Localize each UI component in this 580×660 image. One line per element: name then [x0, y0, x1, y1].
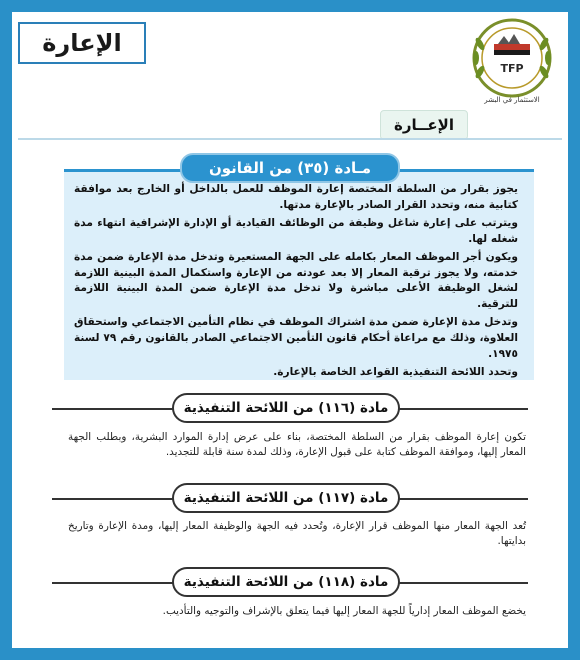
regulation-text: يخضع الموظف المعار إدارياً للجهة المعار إليها فيما يتعلق بالإشراف والتوجيه والتأديب. — [162, 605, 526, 617]
regulation-text: تكون إعارة الموظف بقرار من السلطة المختصة، بناء على عرض إدارة الموارد البشرية، وبطلب الجهة المعار إليها، وموافقة الموظف كتابة على قبول الإعارة، وذلك لمدة سنة قابلة للتجديد. — [68, 431, 526, 458]
regulation-text: تُعد الجهة المعار منها الموظف قرار الإعارة، وتُحدد فيه الجهة والوظيفة المعار إليها، ومدة الإعارة وتاريخ بدايتها. — [68, 520, 526, 547]
document-page — [12, 12, 568, 648]
logo-caption: الاستثمار في البشر — [484, 96, 540, 104]
article-paragraph: يجوز بقرار من السلطة المختصة إعارة الموظف للعمل بالداخل أو الخارج بعد موافقة كتابية منه، وتحدد القرار الصادر بالإعارة مدتها. — [74, 183, 518, 211]
article-paragraph: وتدخل مدة الإعارة ضمن مدة اشتراك الموظف في نظام التأمين الاجتماعي واستحقاق العلاوة، وذلك مع مراعاة أحكام قانون التأمين الاجتماعي الصادر بالقانون رقم ٧٩ لسنة ١٩٧٥. — [74, 316, 518, 361]
article-paragraph: ويترتب على إعارة شاغل وظيفة من الوظائف القيادية أو الإدارة الإشرافية انتهاء مدة شغله لها. — [74, 216, 518, 245]
tfp-logo — [464, 14, 560, 110]
section-tab: الإعــارة — [380, 110, 468, 140]
law-article-panel — [64, 169, 534, 380]
article-title: مـادة (٣٥) من القانون — [180, 153, 400, 183]
regulation-title: مادة (١١٦) من اللائحة التنفيذية — [172, 393, 400, 423]
logo-name: TFP — [500, 62, 524, 75]
regulation-title: مادة (١١٧) من اللائحة التنفيذية — [172, 483, 400, 513]
article-paragraph: وتحدد اللائحة التنفيذية القواعد الخاصة بالإعارة. — [273, 365, 518, 378]
regulation-title: مادة (١١٨) من اللائحة التنفيذية — [172, 567, 400, 597]
divider — [18, 138, 562, 140]
page-title: الإعارة — [18, 22, 146, 64]
article-paragraph: ويكون أجر الموظف المعار بكامله على الجهة المستعيرة وتدخل مدة الإعارة ضمن مدة خدمته، ولا يجوز ترقية المعار إلا بعد عودته من الإعارة واستكمال المدة البينية اللازمة لشغل الوظيفة الأعلى مباشرة ولا تدخل مدة الإعارة ضمن المدة البينية اللازمة للترقية. — [74, 250, 518, 311]
